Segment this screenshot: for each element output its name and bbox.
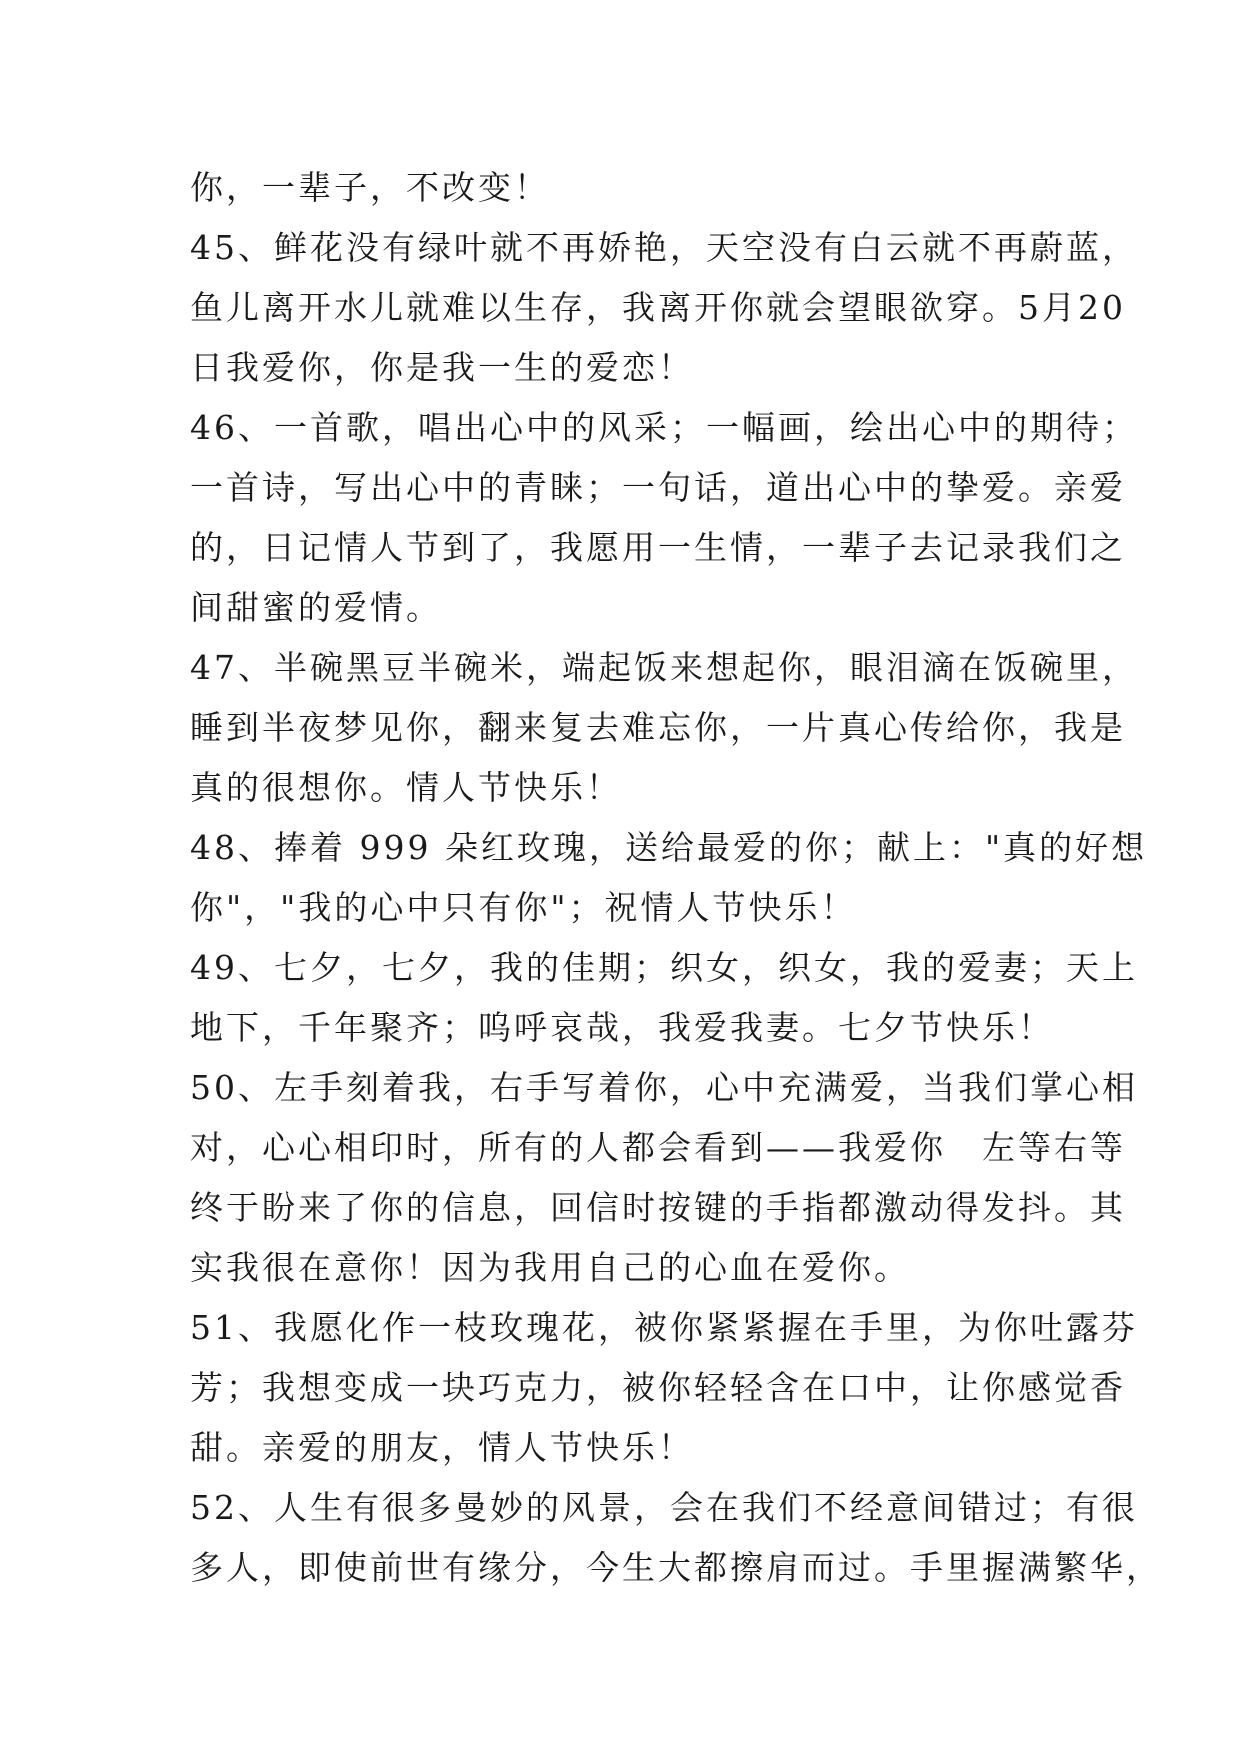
text-line: 47、半碗黑豆半碗米，端起饭来想起你，眼泪滴在饭碗里， bbox=[190, 648, 1138, 687]
text-line: 实我很在意你！因为我用自己的心血在爱你。 bbox=[190, 1248, 910, 1287]
text-line: 终于盼来了你的信息，回信时按键的手指都激动得发抖。其 bbox=[190, 1188, 1126, 1227]
text-line: 鱼儿离开水儿就难以生存，我离开你就会望眼欲穿。5月20 bbox=[190, 288, 1126, 327]
text-line: 的，日记情人节到了，我愿用一生情，一辈子去记录我们之 bbox=[190, 528, 1126, 567]
text-line: 52、人生有很多曼妙的风景，会在我们不经意间错过；有很 bbox=[190, 1488, 1138, 1527]
text-line: 49、七夕，七夕，我的佳期；织女，织女，我的爱妻；天上 bbox=[190, 948, 1138, 987]
text-line: 一首诗，写出心中的青睐；一句话，道出心中的挚爱。亲爱 bbox=[190, 468, 1126, 507]
text-line: 45、鲜花没有绿叶就不再娇艳，天空没有白云就不再蔚蓝， bbox=[190, 228, 1138, 267]
text-line: 50、左手刻着我，右手写着你，心中充满爱，当我们掌心相 bbox=[190, 1068, 1138, 1107]
text-line: 46、一首歌，唱出心中的风采；一幅画，绘出心中的期待； bbox=[190, 408, 1138, 447]
text-line: 睡到半夜梦见你，翻来复去难忘你，一片真心传给你，我是 bbox=[190, 708, 1126, 747]
text-line: 48、捧着 999 朵红玫瑰，送给最爱的你；献上："真的好想 bbox=[190, 828, 1148, 867]
text-line: 地下，千年聚齐；呜呼哀哉，我爱我妻。七夕节快乐！ bbox=[190, 1008, 1054, 1047]
text-line: 间甜蜜的爱情。 bbox=[190, 588, 442, 627]
text-line: 51、我愿化作一枝玫瑰花，被你紧紧握在手里，为你吐露芬 bbox=[190, 1308, 1138, 1347]
body-text bbox=[190, 158, 1162, 1598]
text-line: 日我爱你，你是我一生的爱恋！ bbox=[190, 348, 694, 387]
text-line: 真的很想你。情人节快乐！ bbox=[190, 768, 622, 807]
text-line: 芳；我想变成一块巧克力，被你轻轻含在口中，让你感觉香 bbox=[190, 1368, 1126, 1407]
text-line: 对，心心相印时，所有的人都会看到——我爱你 左等右等 bbox=[190, 1128, 1126, 1167]
text-line: 多人，即使前世有缘分，今生大都擦肩而过。手里握满繁华， bbox=[190, 1548, 1162, 1587]
text-line: 甜。亲爱的朋友，情人节快乐！ bbox=[190, 1428, 694, 1467]
text-line: 你，一辈子，不改变！ bbox=[190, 168, 550, 207]
text-line: 你"，"我的心中只有你"；祝情人节快乐！ bbox=[190, 888, 857, 927]
